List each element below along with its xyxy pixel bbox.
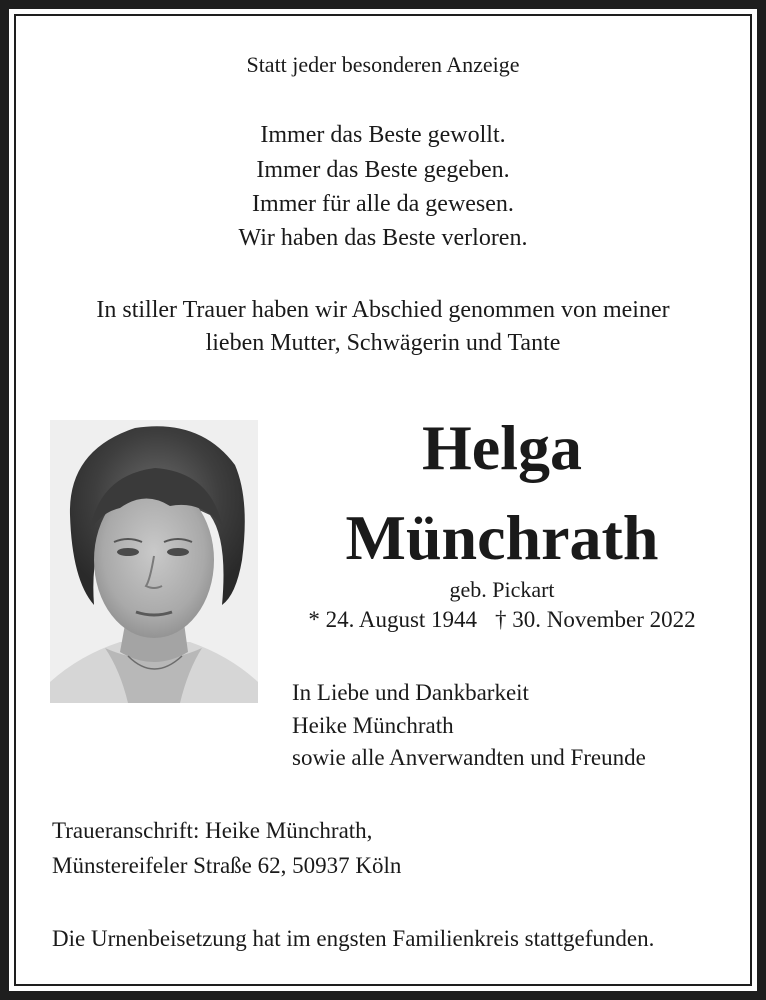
address-line-1: Traueranschrift: Heike Münchrath,	[52, 818, 373, 843]
birth-date: * 24. August 1944	[308, 607, 478, 632]
poem-line-4: Wir haben das Beste verloren.	[238, 225, 528, 251]
deceased-first-name: Helga	[422, 412, 582, 483]
closing-note: Die Urnenbeisetzung hat im engsten Familienkreis stattgefunden.	[52, 926, 655, 951]
life-dates	[290, 607, 714, 633]
deceased-last-name: Münchrath	[345, 502, 659, 573]
signature-line-1: In Liebe und Dankbarkeit	[292, 680, 529, 705]
mourning-line-2: lieben Mutter, Schwägerin und Tante	[205, 330, 561, 356]
signature-line-2: Heike Münchrath	[292, 713, 454, 738]
poem-line-3: Immer für alle da gewesen.	[252, 191, 514, 217]
poem-line-2: Immer das Beste gegeben.	[256, 157, 510, 183]
intro-line: Statt jeder besonderen Anzeige	[246, 52, 520, 77]
address-line-2: Münstereifeler Straße 62, 50937 Köln	[52, 853, 402, 878]
death-date: † 30. November 2022	[495, 607, 696, 632]
portrait-photo	[50, 420, 258, 703]
poem-line-1: Immer das Beste gewollt.	[260, 122, 506, 148]
mourning-line-1: In stiller Trauer haben wir Abschied genommen von meiner	[96, 297, 670, 323]
signature-line-3: sowie alle Anverwandten und Freunde	[292, 745, 646, 770]
maiden-name: geb. Pickart	[449, 577, 555, 602]
